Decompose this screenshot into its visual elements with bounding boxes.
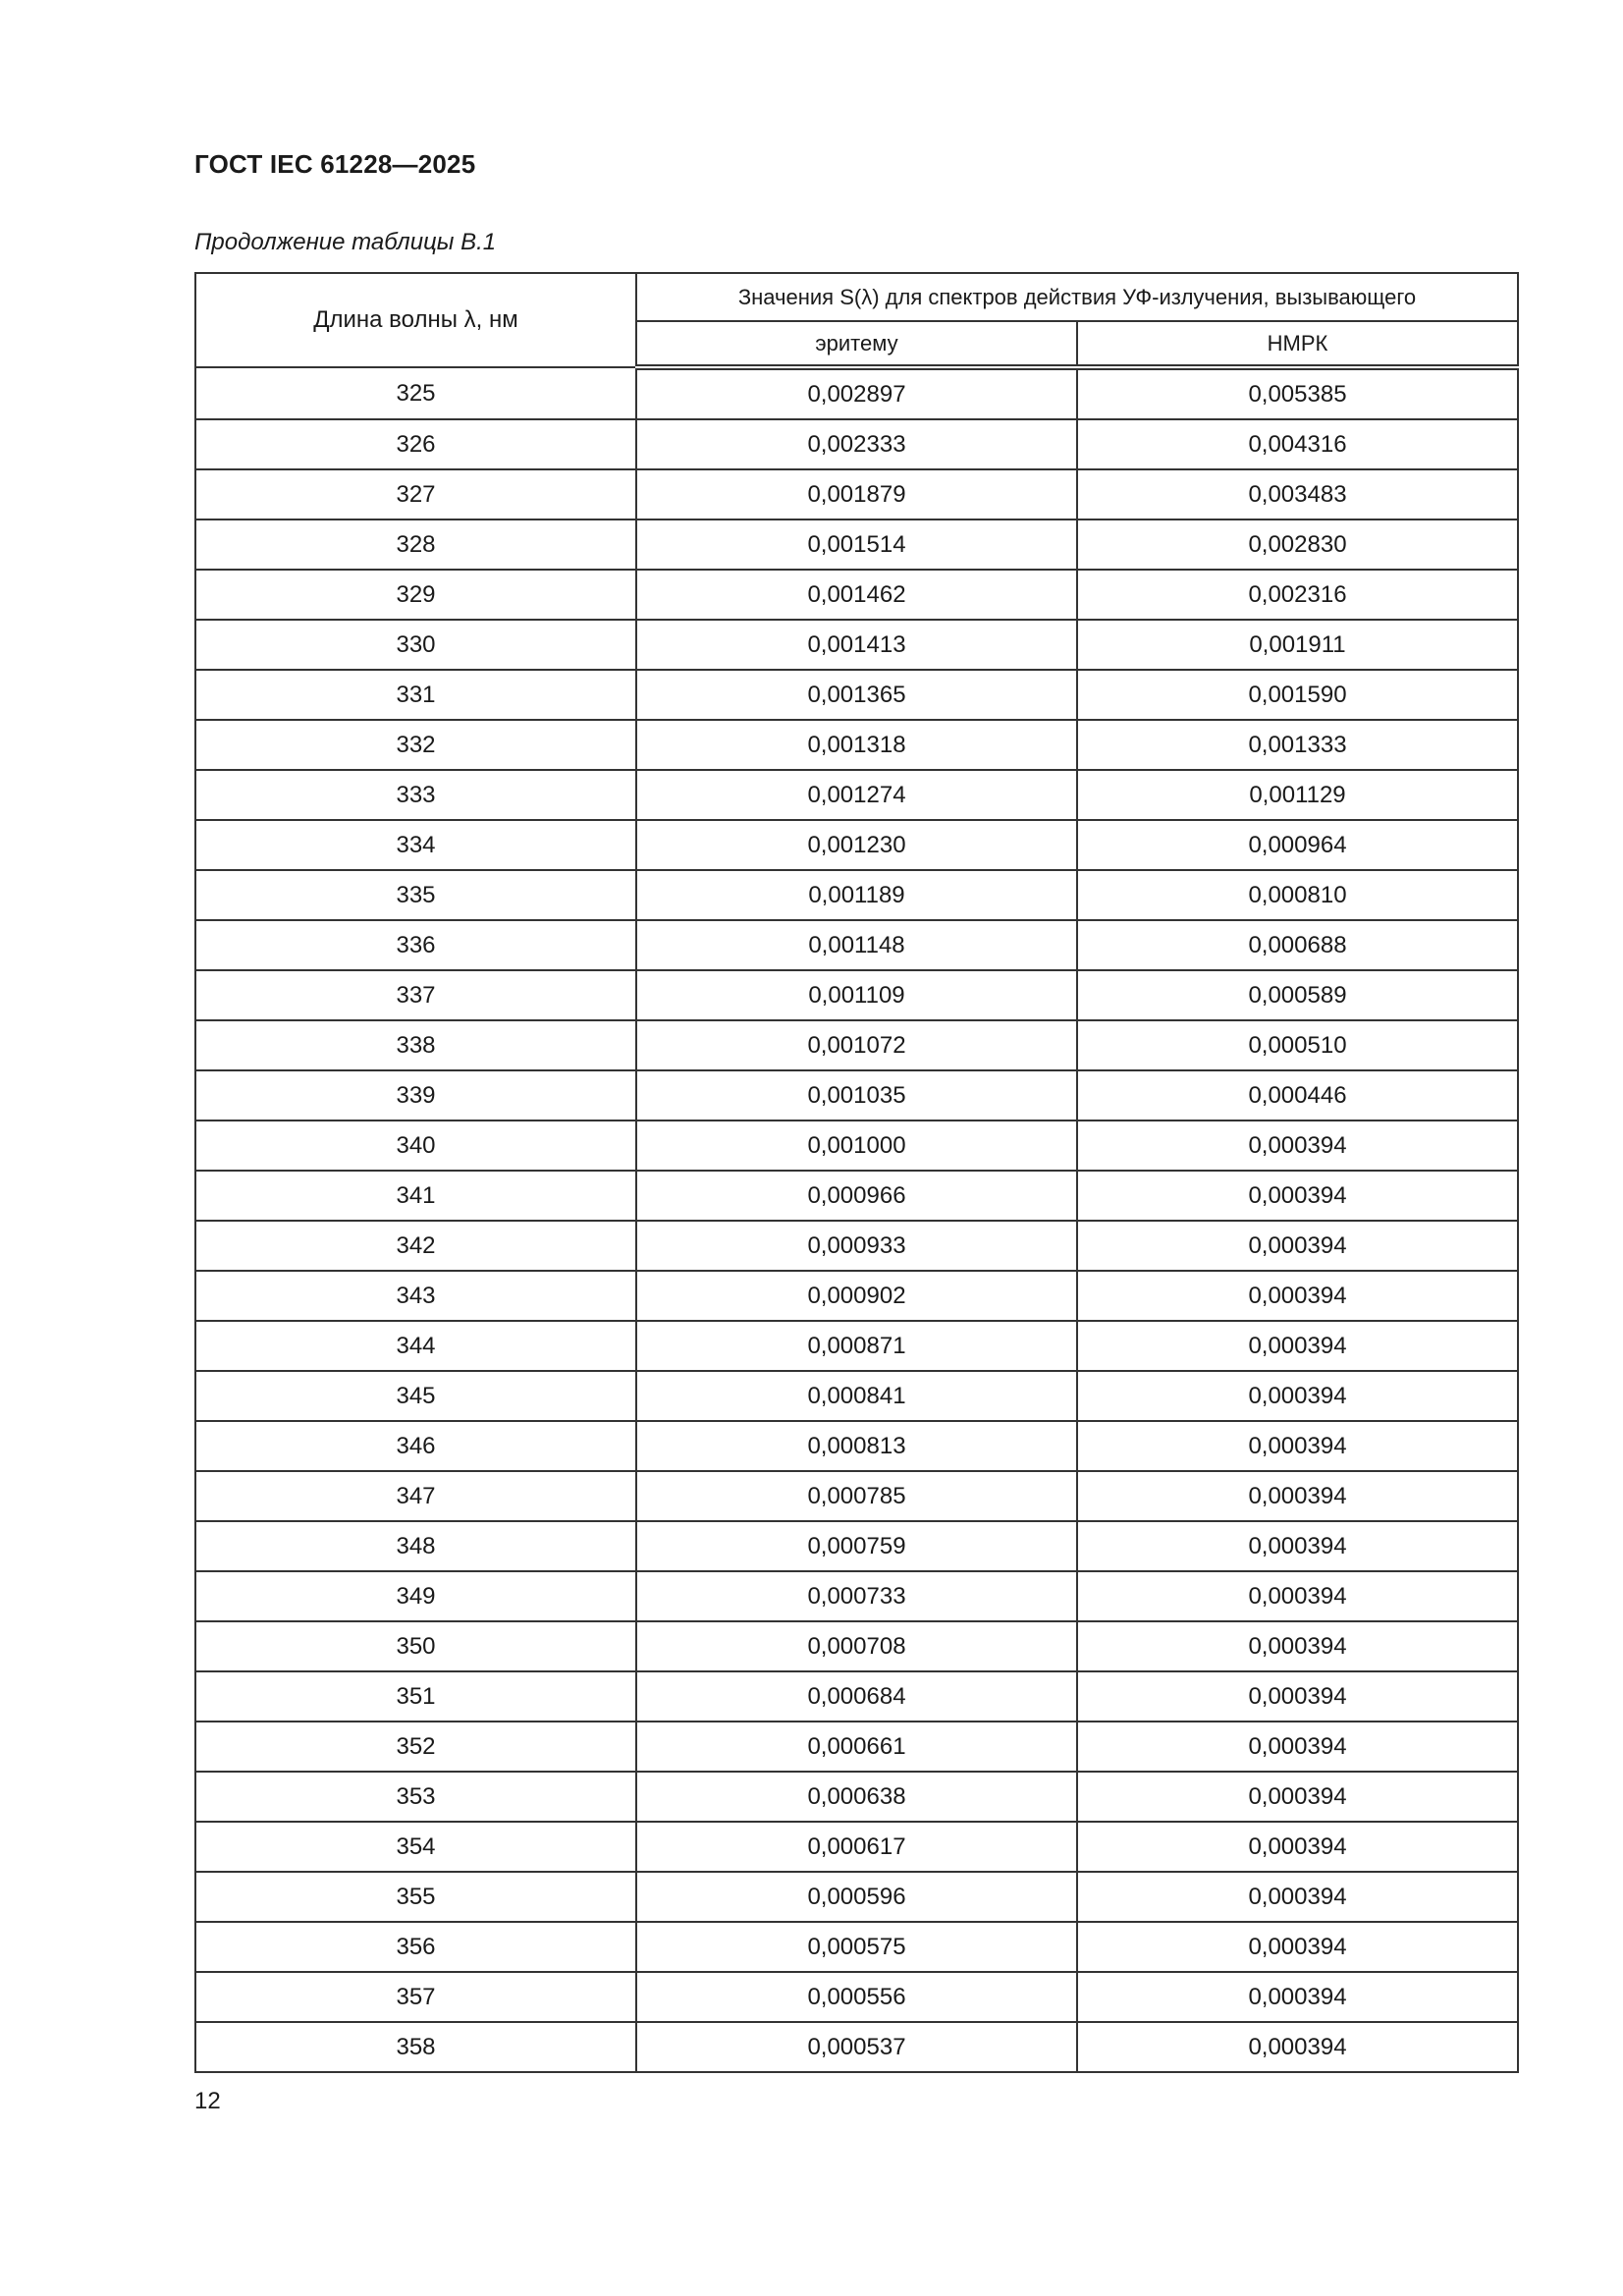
erythema-value-cell: 0,002333	[636, 419, 1077, 469]
wavelength-cell: 353	[195, 1772, 636, 1822]
nmrk-value-cell: 0,000394	[1077, 1822, 1518, 1872]
wavelength-cell: 348	[195, 1521, 636, 1571]
erythema-value-cell: 0,001148	[636, 920, 1077, 970]
wavelength-cell: 346	[195, 1421, 636, 1471]
nmrk-value-cell: 0,000394	[1077, 1922, 1518, 1972]
nmrk-value-cell: 0,002830	[1077, 519, 1518, 570]
table-row	[195, 1671, 1518, 1722]
erythema-value-cell: 0,000813	[636, 1421, 1077, 1471]
nmrk-value-cell: 0,000394	[1077, 1972, 1518, 2022]
wavelength-cell: 349	[195, 1571, 636, 1621]
wavelength-cell: 342	[195, 1221, 636, 1271]
erythema-value-cell: 0,001072	[636, 1020, 1077, 1070]
erythema-value-cell: 0,001879	[636, 469, 1077, 519]
erythema-value-cell: 0,000933	[636, 1221, 1077, 1271]
nmrk-value-cell: 0,000394	[1077, 1321, 1518, 1371]
table-row	[195, 1271, 1518, 1321]
table-row	[195, 770, 1518, 820]
nmrk-value-cell: 0,000394	[1077, 1772, 1518, 1822]
erythema-value-cell: 0,000841	[636, 1371, 1077, 1421]
wavelength-cell: 344	[195, 1321, 636, 1371]
wavelength-cell: 357	[195, 1972, 636, 2022]
table-row	[195, 1872, 1518, 1922]
erythema-value-cell: 0,002897	[636, 367, 1077, 419]
erythema-value-cell: 0,001035	[636, 1070, 1077, 1121]
wavelength-cell: 327	[195, 469, 636, 519]
nmrk-value-cell: 0,003483	[1077, 469, 1518, 519]
nmrk-value-cell: 0,000394	[1077, 1571, 1518, 1621]
wavelength-cell: 339	[195, 1070, 636, 1121]
wavelength-cell: 337	[195, 970, 636, 1020]
table-row	[195, 870, 1518, 920]
wavelength-cell: 328	[195, 519, 636, 570]
table-row	[195, 1521, 1518, 1571]
table-row	[195, 1070, 1518, 1121]
table-row	[195, 1221, 1518, 1271]
wavelength-cell: 334	[195, 820, 636, 870]
nmrk-value-cell: 0,000394	[1077, 1221, 1518, 1271]
nmrk-value-cell: 0,000688	[1077, 920, 1518, 970]
nmrk-value-cell: 0,000394	[1077, 1872, 1518, 1922]
wavelength-cell: 343	[195, 1271, 636, 1321]
table-row	[195, 1922, 1518, 1972]
wavelength-cell: 351	[195, 1671, 636, 1722]
table-body	[195, 367, 1518, 2072]
wavelength-cell: 332	[195, 720, 636, 770]
wavelength-cell: 329	[195, 570, 636, 620]
wavelength-cell: 335	[195, 870, 636, 920]
erythema-value-cell: 0,000537	[636, 2022, 1077, 2072]
erythema-value-cell: 0,001318	[636, 720, 1077, 770]
table-row	[195, 367, 1518, 419]
erythema-value-cell: 0,001189	[636, 870, 1077, 920]
table-row	[195, 1171, 1518, 1221]
wavelength-cell: 331	[195, 670, 636, 720]
nmrk-value-cell: 0,000510	[1077, 1020, 1518, 1070]
wavelength-cell: 347	[195, 1471, 636, 1521]
table-row	[195, 720, 1518, 770]
erythema-value-cell: 0,000966	[636, 1171, 1077, 1221]
wavelength-cell: 358	[195, 2022, 636, 2072]
erythema-value-cell: 0,000684	[636, 1671, 1077, 1722]
page-number: 12	[194, 2088, 221, 2114]
wavelength-cell: 325	[195, 367, 636, 419]
table-row	[195, 1822, 1518, 1872]
table-row	[195, 1621, 1518, 1671]
table-row	[195, 419, 1518, 469]
table-row	[195, 1121, 1518, 1171]
nmrk-value-cell: 0,000810	[1077, 870, 1518, 920]
table-caption: Продолжение таблицы В.1	[194, 229, 497, 255]
table-row	[195, 1020, 1518, 1070]
nmrk-value-cell: 0,004316	[1077, 419, 1518, 469]
table-row	[195, 1371, 1518, 1421]
erythema-value-cell: 0,000759	[636, 1521, 1077, 1571]
table-row	[195, 1421, 1518, 1471]
wavelength-cell: 345	[195, 1371, 636, 1421]
erythema-value-cell: 0,001109	[636, 970, 1077, 1020]
nmrk-value-cell: 0,000394	[1077, 1371, 1518, 1421]
nmrk-value-cell: 0,000394	[1077, 1121, 1518, 1171]
nmrk-value-cell: 0,000446	[1077, 1070, 1518, 1121]
nmrk-value-cell: 0,000964	[1077, 820, 1518, 870]
table-row	[195, 820, 1518, 870]
wavelength-cell: 338	[195, 1020, 636, 1070]
wavelength-cell: 330	[195, 620, 636, 670]
erythema-value-cell: 0,000617	[636, 1822, 1077, 1872]
document-code: ГОСТ IEC 61228—2025	[194, 149, 476, 179]
nmrk-value-cell: 0,001129	[1077, 770, 1518, 820]
erythema-value-cell: 0,000871	[636, 1321, 1077, 1371]
nmrk-value-cell: 0,005385	[1077, 367, 1518, 419]
wavelength-cell: 341	[195, 1171, 636, 1221]
erythema-value-cell: 0,001000	[636, 1121, 1077, 1171]
erythema-value-cell: 0,000575	[636, 1922, 1077, 1972]
wavelength-cell: 355	[195, 1872, 636, 1922]
wavelength-cell: 350	[195, 1621, 636, 1671]
erythema-value-cell: 0,001514	[636, 519, 1077, 570]
nmrk-value-cell: 0,001333	[1077, 720, 1518, 770]
table-row	[195, 620, 1518, 670]
nmrk-value-cell: 0,000394	[1077, 1521, 1518, 1571]
header-row-top	[195, 273, 1518, 321]
wavelength-column-header: Длина волны λ, нм	[195, 273, 636, 367]
erythema-column-header: эритему	[636, 321, 1077, 367]
table-row	[195, 920, 1518, 970]
erythema-value-cell: 0,001230	[636, 820, 1077, 870]
erythema-value-cell: 0,001413	[636, 620, 1077, 670]
erythema-value-cell: 0,001462	[636, 570, 1077, 620]
nmrk-value-cell: 0,001911	[1077, 620, 1518, 670]
nmrk-value-cell: 0,000394	[1077, 1171, 1518, 1221]
nmrk-value-cell: 0,001590	[1077, 670, 1518, 720]
erythema-value-cell: 0,001274	[636, 770, 1077, 820]
nmrk-value-cell: 0,000394	[1077, 1722, 1518, 1772]
table-row	[195, 1772, 1518, 1822]
action-spectra-group-header: Значения S(λ) для спектров действия УФ-излучения, вызывающего	[636, 273, 1518, 321]
nmrk-value-cell: 0,002316	[1077, 570, 1518, 620]
table-row	[195, 1722, 1518, 1772]
wavelength-cell: 336	[195, 920, 636, 970]
erythema-value-cell: 0,000733	[636, 1571, 1077, 1621]
nmrk-value-cell: 0,000394	[1077, 1621, 1518, 1671]
wavelength-cell: 333	[195, 770, 636, 820]
table-row	[195, 570, 1518, 620]
wavelength-cell: 356	[195, 1922, 636, 1972]
wavelength-cell: 326	[195, 419, 636, 469]
nmrk-column-header: НМРК	[1077, 321, 1518, 367]
table-row	[195, 1321, 1518, 1371]
erythema-value-cell: 0,000661	[636, 1722, 1077, 1772]
table-row	[195, 670, 1518, 720]
table-row	[195, 519, 1518, 570]
nmrk-value-cell: 0,000589	[1077, 970, 1518, 1020]
table-row	[195, 970, 1518, 1020]
table-header	[195, 273, 1518, 367]
erythema-value-cell: 0,000708	[636, 1621, 1077, 1671]
spectral-values-table	[194, 272, 1519, 2073]
wavelength-cell: 352	[195, 1722, 636, 1772]
wavelength-cell: 340	[195, 1121, 636, 1171]
erythema-value-cell: 0,000638	[636, 1772, 1077, 1822]
erythema-value-cell: 0,000596	[636, 1872, 1077, 1922]
erythema-value-cell: 0,000556	[636, 1972, 1077, 2022]
nmrk-value-cell: 0,000394	[1077, 1671, 1518, 1722]
nmrk-value-cell: 0,000394	[1077, 1421, 1518, 1471]
table-row	[195, 1471, 1518, 1521]
wavelength-cell: 354	[195, 1822, 636, 1872]
erythema-value-cell: 0,000785	[636, 1471, 1077, 1521]
table-row	[195, 2022, 1518, 2072]
nmrk-value-cell: 0,000394	[1077, 1271, 1518, 1321]
table-row	[195, 1571, 1518, 1621]
table-row	[195, 469, 1518, 519]
nmrk-value-cell: 0,000394	[1077, 1471, 1518, 1521]
nmrk-value-cell: 0,000394	[1077, 2022, 1518, 2072]
table-row	[195, 1972, 1518, 2022]
erythema-value-cell: 0,001365	[636, 670, 1077, 720]
erythema-value-cell: 0,000902	[636, 1271, 1077, 1321]
